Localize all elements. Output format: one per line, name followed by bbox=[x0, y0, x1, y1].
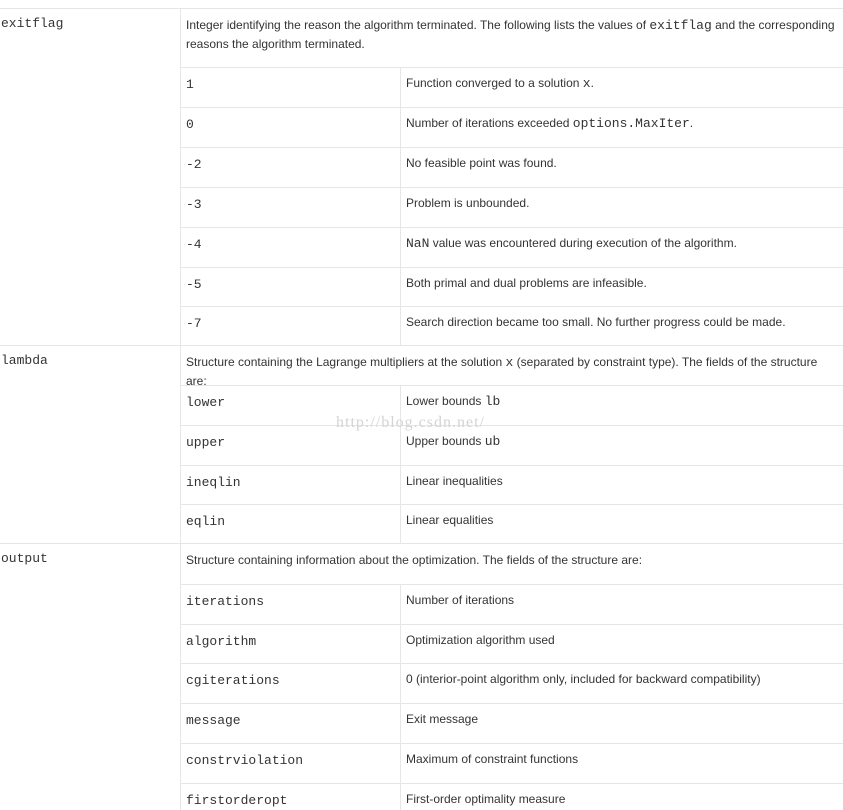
field-value bbox=[406, 474, 503, 489]
field-key: -5 bbox=[186, 277, 202, 292]
field-cell bbox=[400, 426, 843, 465]
field-cell bbox=[400, 148, 843, 187]
field-cell bbox=[400, 744, 843, 783]
arg-body bbox=[180, 9, 843, 345]
table-row bbox=[181, 584, 843, 624]
field-cell bbox=[400, 188, 843, 227]
value-text: . bbox=[590, 76, 594, 90]
field-value bbox=[406, 633, 555, 648]
field-key: eqlin bbox=[186, 514, 226, 529]
field-cell bbox=[400, 68, 843, 107]
field-cell bbox=[400, 704, 843, 743]
field-cell bbox=[400, 268, 843, 306]
value-code: lb bbox=[484, 394, 501, 409]
field-value bbox=[406, 752, 578, 767]
field-key: message bbox=[186, 713, 241, 728]
value-text: value was encountered during execution of the algorithm. bbox=[429, 236, 737, 250]
table-row bbox=[181, 306, 843, 346]
field-cell bbox=[400, 386, 843, 425]
value-text: Maximum of constraint functions bbox=[406, 752, 579, 766]
table-row bbox=[181, 267, 843, 306]
field-value bbox=[406, 672, 761, 687]
desc-code: x bbox=[505, 355, 514, 370]
field-key: cgiterations bbox=[186, 673, 280, 688]
table-row bbox=[181, 624, 843, 663]
field-value bbox=[406, 434, 500, 449]
value-text: Optimization algorithm used bbox=[406, 633, 555, 647]
value-text: Search direction became too small. No further progress could be made. bbox=[406, 315, 786, 329]
field-key: 1 bbox=[186, 77, 194, 92]
value-text: Both primal and dual problems are infeasible. bbox=[406, 276, 647, 290]
arg-row-output bbox=[0, 543, 843, 810]
field-value bbox=[406, 276, 647, 291]
field-value bbox=[406, 236, 737, 251]
field-value bbox=[406, 792, 565, 807]
watermark: http://blog.csdn.net/ bbox=[336, 414, 485, 431]
arg-name: output bbox=[1, 551, 48, 566]
field-key: upper bbox=[186, 435, 226, 450]
value-code: x bbox=[582, 76, 591, 91]
field-cell bbox=[400, 505, 843, 544]
arg-name: exitflag bbox=[1, 16, 64, 31]
table-row bbox=[181, 385, 843, 425]
field-value bbox=[406, 394, 500, 409]
field-cell bbox=[400, 307, 843, 346]
table-row bbox=[181, 703, 843, 743]
value-text: Upper bounds bbox=[406, 434, 485, 448]
table-row bbox=[181, 783, 843, 810]
table-row bbox=[181, 227, 843, 267]
value-text: 0 (interior-point algorithm only, included for backward compatibility) bbox=[406, 672, 761, 686]
field-key: -4 bbox=[186, 237, 202, 252]
arg-name: lambda bbox=[1, 353, 48, 368]
field-cell bbox=[400, 664, 843, 703]
field-key: lower bbox=[186, 395, 226, 410]
desc-text: Structure containing information about the optimization. The fields of the structure are: bbox=[186, 553, 643, 567]
field-key: iterations bbox=[186, 594, 265, 609]
field-key: -3 bbox=[186, 197, 202, 212]
field-cell bbox=[400, 466, 843, 504]
value-text: Linear equalities bbox=[406, 513, 494, 527]
table-row bbox=[181, 187, 843, 227]
desc-text: Integer identifying the reason the algorithm terminated. The following lists the values of bbox=[186, 18, 650, 32]
field-key: algorithm bbox=[186, 634, 257, 649]
arg-row-lambda bbox=[0, 345, 843, 543]
field-key: firstorderopt bbox=[186, 793, 288, 808]
value-code: ub bbox=[484, 434, 501, 449]
field-cell bbox=[400, 585, 843, 624]
field-key: -7 bbox=[186, 316, 202, 331]
value-text: . bbox=[689, 116, 694, 130]
value-text: Function converged to a solution bbox=[406, 76, 583, 90]
table-row bbox=[181, 504, 843, 544]
desc-text: (separated by constraint type). The fields of the structure are: bbox=[186, 355, 818, 388]
desc-code: exitflag bbox=[649, 18, 712, 33]
table-row bbox=[181, 743, 843, 783]
desc-text: Structure containing the Lagrange multipliers at the solution bbox=[186, 355, 506, 369]
arg-description bbox=[186, 551, 841, 570]
value-text: Lower bounds bbox=[406, 394, 485, 408]
field-value bbox=[406, 712, 478, 727]
table-row bbox=[181, 67, 843, 107]
field-value bbox=[406, 513, 493, 528]
field-key: -2 bbox=[186, 157, 202, 172]
field-key: constrviolation bbox=[186, 753, 304, 768]
table-row bbox=[181, 425, 843, 465]
arg-body bbox=[180, 544, 843, 810]
field-cell bbox=[400, 228, 843, 267]
value-text: Problem is unbounded. bbox=[406, 196, 530, 210]
value-text: Number of iterations exceeded bbox=[406, 116, 573, 130]
arg-description bbox=[186, 16, 841, 54]
field-key: ineqlin bbox=[186, 475, 241, 490]
table-row bbox=[181, 465, 843, 504]
value-text: First-order optimality measure bbox=[406, 792, 566, 806]
field-key: 0 bbox=[186, 117, 194, 132]
field-cell bbox=[400, 784, 843, 810]
table-row bbox=[181, 107, 843, 147]
field-value bbox=[406, 76, 594, 91]
value-text: Number of iterations bbox=[406, 593, 515, 607]
value-code: NaN bbox=[406, 236, 430, 251]
field-value bbox=[406, 156, 557, 171]
value-code: options.MaxIter bbox=[572, 116, 690, 131]
value-text: Linear inequalities bbox=[406, 474, 503, 488]
arg-row-exitflag bbox=[0, 8, 843, 345]
field-cell bbox=[400, 108, 843, 147]
field-value bbox=[406, 196, 529, 211]
field-value bbox=[406, 593, 514, 608]
field-cell bbox=[400, 625, 843, 663]
field-value bbox=[406, 315, 786, 330]
value-text: No feasible point was found. bbox=[406, 156, 557, 170]
table-row bbox=[181, 663, 843, 703]
table-row bbox=[181, 147, 843, 187]
field-value bbox=[406, 116, 693, 131]
value-text: Exit message bbox=[406, 712, 479, 726]
desc-text: and the corresponding reasons the algorithm terminated. bbox=[186, 18, 835, 51]
arg-body bbox=[180, 346, 843, 543]
